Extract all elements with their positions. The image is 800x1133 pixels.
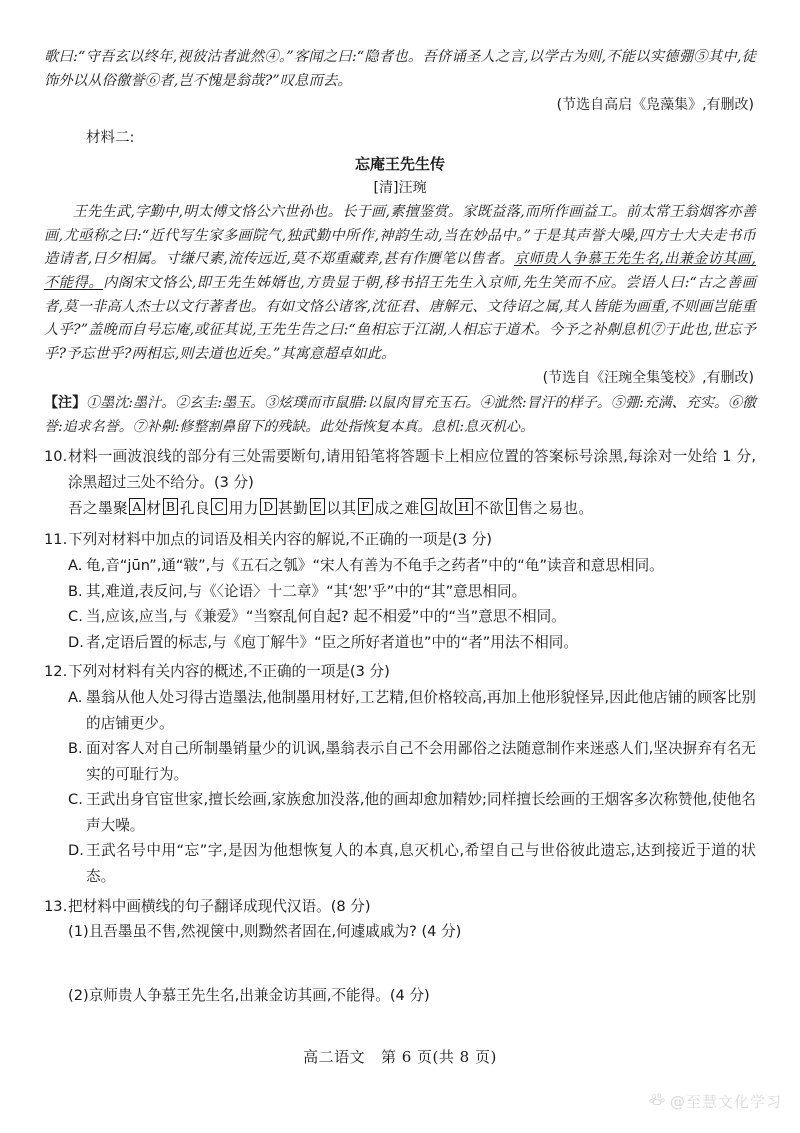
seg-text-9: 不欲 [474, 500, 505, 518]
note-item-6: ⑥徼誉:追求名誉。 [44, 395, 757, 435]
watermark-text: @至慧文化学习 [669, 1093, 782, 1111]
option-key: D. [68, 633, 84, 651]
question-13-subitem-1 [44, 919, 756, 945]
seg-box-c[interactable]: C [211, 498, 227, 515]
question-11-number: 11. [44, 531, 68, 549]
material-one-source: (节选自高启《凫藻集》,有删改) [556, 97, 754, 114]
seg-text-6: 以其 [326, 500, 357, 518]
subitem-label: (1) [68, 923, 89, 941]
question-12-stem [44, 659, 756, 685]
option-text: 王武名号中用“忘”字,是因为他想恢复人的本真,息灭机心,希望自己与世俗彼此遗忘,达到接近于道的状态。 [86, 842, 756, 886]
notes-label: 【注】 [44, 395, 87, 412]
seg-box-a[interactable]: A [129, 498, 144, 515]
question-12-option-d[interactable] [44, 838, 756, 889]
subitem-label: (2) [68, 986, 89, 1004]
answer-space-1[interactable] [44, 945, 756, 983]
option-text: 其,难道,表反问,与《〈论语〉十二章》“其‘恕’乎”中的“其”意思相同。 [86, 582, 527, 600]
seg-box-b[interactable]: B [163, 498, 179, 515]
material-two-body [44, 201, 756, 366]
material-two-source: (节选自《汪琬全集笺校》,有删改) [542, 370, 754, 387]
seg-text-1: 吾之墨聚 [68, 500, 128, 518]
option-text: 墨翁从他人处习得古造墨法,他制墨用材好,工艺精,但价格较高,再加上他形貌怪异,因此他店铺的顾客比别的店铺更少。 [86, 688, 756, 732]
question-13-stem-text: 把材料中画横线的句子翻译成现代汉语。(8 分) [68, 897, 371, 915]
question-11-option-d[interactable] [44, 630, 756, 656]
material-two-author: [清]汪琬 [373, 180, 427, 197]
material-one-tail-text: 歌曰:“守吾玄以终年,视彼沽者泚然④。”客闻之曰:“隐者也。吾侪诵圣人之言,以学古为则,不能以实德弸⑤其中,徒饰外以从俗徼誉⑥者,岂不愧是翁哉?”叹息而去。 [44, 49, 756, 89]
seg-box-g[interactable]: G [421, 498, 437, 515]
question-11-option-b[interactable] [44, 579, 756, 605]
question-13-subitem-2 [44, 983, 756, 1009]
note-item-5: ⑤弸:充满、充实。 [610, 395, 728, 412]
note-item-3: ③炫璞而市鼠腊:以鼠肉冒充玉石。 [264, 395, 480, 412]
seg-text-7: 成之难 [374, 500, 420, 518]
option-key: D. [68, 842, 84, 860]
option-text: 龟,音“jūn”,通“皲”,与《五石之瓠》“宋人有善为不龟手之药者”中的“龟”读音和意思相同。 [86, 556, 664, 574]
footer-page-number: 第 6 页(共 8 页) [380, 1048, 497, 1066]
question-12-option-b[interactable] [44, 736, 756, 787]
material-two-paragraph-3: 内阁宋文恪公,即王先生姊婿也,方贵显于朝,移书招王先生入京师,先生笑而不应。尝语人曰:“古之善画者,莫一非高人杰士以文行著者也。有如文恪公诸客,沈征君、唐解元、文待诏之属,其人皆能为画重,不则画岂能重人乎?”盖晚而自号忘庵,或征其说,王先生告之曰:“鱼相忘于江湖,人相忘于道术。今予之补劓息机⑦于此也,世忘予乎?予忘世乎?两相忘,则去道也近矣。”其寓意超卓如此。 [44, 274, 756, 362]
note-item-2: ②玄圭:墨玉。 [175, 395, 265, 412]
material-two-title: 忘庵王先生传 [354, 155, 445, 174]
option-key: B. [68, 740, 83, 758]
seg-box-i[interactable]: I [506, 498, 517, 515]
question-13-number: 13. [44, 897, 68, 915]
question-12 [44, 659, 756, 889]
question-12-option-c[interactable] [44, 787, 756, 838]
option-key: C. [68, 791, 83, 809]
subitem-text: 京师贵人争慕王先生名,出兼金访其画,不能得。(4 分) [88, 986, 430, 1004]
question-11-option-a[interactable] [44, 553, 756, 579]
page-footer [0, 1046, 800, 1067]
material-two-paragraph-1: 王先生武,字勤中,明太傅文恪公六世孙也。长于画,素擅鉴赏。家既益落,而所作画益工。前太常王翁烟客亦善画,尤亟称之曰:“近代写生家多画院气,独武勤中所作,神韵生动,当在妙品中。”于是其声誉大噪,四方士大夫走书币造请者,日夕相属。寸缣尺素,流传远近,莫不郑重藏弆,甚有作赝笔以售者。 [44, 204, 756, 268]
option-key: B. [68, 582, 83, 600]
seg-text-2: 材 [146, 500, 162, 518]
note-item-1: ①墨沈:墨汁。 [86, 395, 176, 412]
option-text: 当,应该,应当,与《兼爱》“当察乱何自起? 起不相爱”中的“当”意思不相同。 [86, 608, 566, 626]
seg-box-e[interactable]: E [310, 498, 325, 515]
material-two-underlined-sentence: 京师贵人争慕王先生名,出兼金访其画,不能得。 [44, 251, 756, 291]
seg-text-8: 故 [438, 500, 454, 518]
baidu-paw-icon [649, 1091, 666, 1112]
option-key: A. [68, 556, 83, 574]
option-text: 者,定语后置的标志,与《庖丁解牛》“臣之所好者道也”中的“者”用法不相同。 [86, 633, 578, 651]
material-one-tail-paragraph [44, 46, 756, 93]
question-11-option-c[interactable] [44, 604, 756, 630]
note-item-7: ⑦补劓:修整割鼻留下的残缺。此处指恢复本真。息机:息灭机心。 [132, 418, 535, 435]
seg-box-f[interactable]: F [358, 498, 373, 515]
seg-text-10: 售之易也。 [518, 500, 594, 518]
watermark [649, 1091, 782, 1112]
seg-box-h[interactable]: H [455, 498, 472, 515]
question-10-number: 10. [44, 448, 68, 466]
option-key: A. [68, 688, 83, 706]
option-key: C. [68, 608, 83, 626]
question-10 [44, 444, 756, 523]
seg-box-d[interactable]: D [260, 498, 276, 515]
seg-text-4: 用力 [228, 500, 259, 518]
notes-block [44, 392, 756, 439]
seg-text-3: 孔良 [179, 500, 210, 518]
question-12-stem-text: 下列对材料有关内容的概述,不正确的一项是(3 分) [68, 663, 390, 681]
question-12-number: 12. [44, 663, 68, 681]
option-text: 面对客人对自己所制墨销量少的讥讽,墨翁表示自己不会用鄙俗之法随意制作来迷惑人们,坚决摒弃有名无实的可耻行为。 [86, 740, 756, 783]
seg-text-5: 甚勤 [278, 500, 309, 518]
answer-space-2[interactable] [44, 1008, 756, 1046]
question-12-option-a[interactable] [44, 685, 756, 736]
question-11 [44, 527, 756, 655]
footer-subject: 高二语文 [303, 1048, 366, 1066]
question-13 [44, 894, 756, 1047]
option-text: 王武出身官宦世家,擅长绘画,家族愈加没落,他的画却愈加精妙;同样擅长绘画的王烟客多次称赞他,使他名声大噪。 [86, 791, 756, 834]
question-10-segmentation-line [44, 495, 756, 523]
subitem-text: 且吾墨虽不售,然视箧中,则黝然者固在,何遽戚戚为? (4 分) [88, 923, 462, 941]
question-10-stem [44, 444, 756, 495]
question-13-stem [44, 894, 756, 920]
note-item-4: ④泚然:冒汗的样子。 [479, 395, 611, 412]
material-two-label: 材料二: [86, 130, 135, 147]
question-10-stem-text: 材料一画波浪线的部分有三处需要断句,请用铅笔将答题卡上相应位置的答案标号涂黑,每涂对一处给 1 分,涂黑超过三处不给分。(3 分) [68, 448, 756, 491]
question-11-stem-text: 下列对材料中加点的词语及相关内容的解说,不正确的一项是(3 分) [68, 531, 492, 549]
question-11-stem [44, 527, 756, 553]
